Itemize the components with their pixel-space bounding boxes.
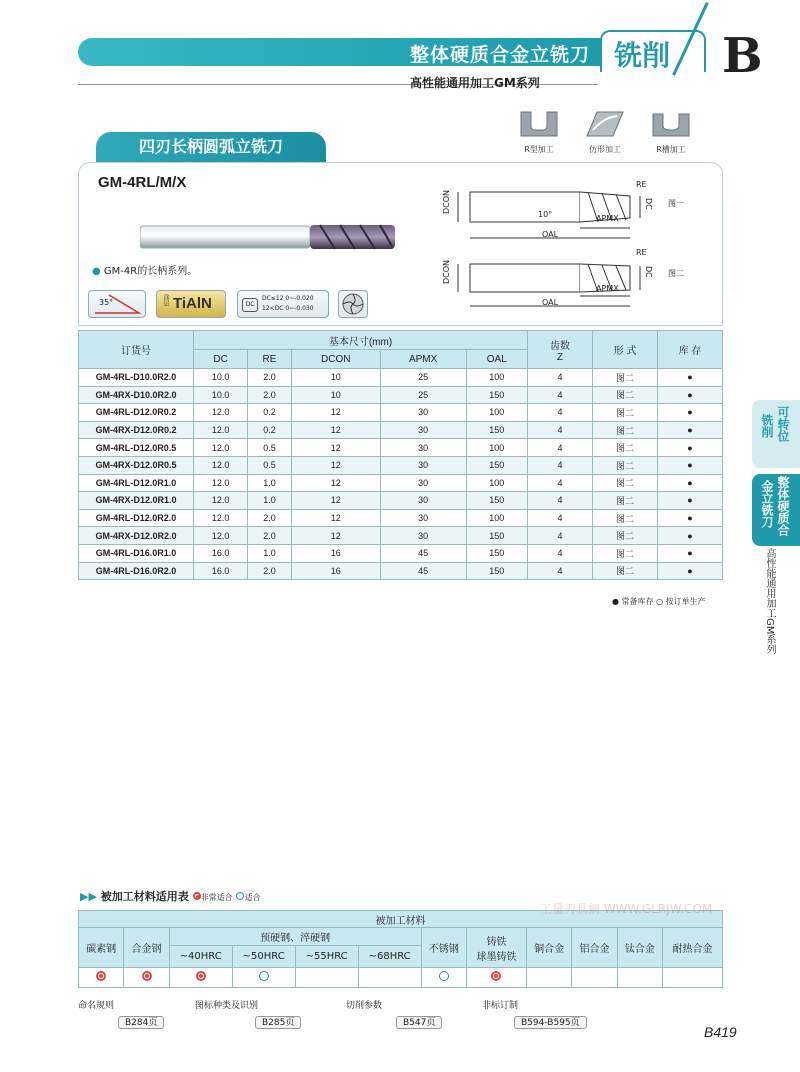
cell-oal: 150 [466,421,527,439]
material-table [78,910,723,988]
watermark: 工量刃具網 WWW.GLRJW.COM [540,902,713,916]
cell-apmx: 45 [380,562,466,580]
fig2-apmx: APMX [596,284,619,293]
cell-form: 图二 [593,509,658,527]
process-label: R型加工 [524,145,554,154]
material-col: ~40HRC [169,946,232,968]
tolerance-line2: 12<DC 0~-0.030 [262,305,314,312]
material-mark [358,968,421,988]
coating-name: TiAlN [173,295,212,312]
cell-oal: 100 [466,404,527,422]
cell-code: GM-4RL-D16.0R1.0 [79,544,194,562]
fig2-oal: OAL [542,298,559,307]
material-mark [526,968,571,988]
cell-code: GM-4RX-D12.0R2.0 [79,527,194,545]
double-circle-icon [491,971,501,981]
side-tab-indexable[interactable] [752,400,800,468]
material-col: 合金钢 [124,928,169,968]
cell-dc: 10.0 [194,386,248,404]
cell-form: 图二 [593,474,658,492]
table-row [79,562,723,580]
col-oal: OAL [466,350,527,369]
cell-code: GM-4RX-D12.0R0.2 [79,421,194,439]
col-re: RE [248,350,292,369]
cell-apmx: 30 [380,474,466,492]
side-tab2-b: 整体硬质合 [776,476,790,536]
material-mark [79,968,124,988]
cell-apmx: 30 [380,421,466,439]
profile-machining-icon [583,108,627,138]
cell-re: 2.0 [248,527,292,545]
circle-icon [439,971,449,981]
process-label: R槽加工 [656,145,686,154]
table-row [79,544,723,562]
cell-dcon: 10 [291,369,380,387]
cell-oal: 150 [466,386,527,404]
material-col: ~55HRC [295,946,358,968]
cell-code: GM-4RX-D12.0R0.5 [79,456,194,474]
material-mark [617,968,662,988]
header-subtitle: 高性能通用加工GM系列 [410,76,540,90]
cell-stock: ● [658,386,723,404]
cell-dcon: 12 [291,527,380,545]
cell-form: 图二 [593,456,658,474]
fig2-re: RE [636,248,647,257]
cell-stock: ● [658,509,723,527]
teeth-z: Z [556,351,564,363]
cell-form: 图二 [593,492,658,510]
cell-code: GM-4RX-D10.0R2.0 [79,386,194,404]
cell-apmx: 30 [380,509,466,527]
material-mark [169,968,232,988]
fig1-angle: 10° [538,210,553,219]
bullet-icon: ● [92,266,101,277]
col-apmx: APMX [380,350,466,369]
material-title [80,888,260,904]
cell-re: 0.2 [248,404,292,422]
table-row [79,492,723,510]
cell-dcon: 16 [291,562,380,580]
col-dcon: DCON [291,350,380,369]
legend-excellent [193,893,233,902]
table-row [79,509,723,527]
cell-oal: 100 [466,474,527,492]
fig2-name: 图二 [668,269,684,278]
cell-stock: ● [658,456,723,474]
material-mark [572,968,617,988]
material-mark [232,968,295,988]
table-row [79,421,723,439]
ref-label: 切削参数 [346,1001,383,1011]
cell-z: 4 [528,509,593,527]
ref-page-link[interactable]: B594-B595页 [514,1016,587,1029]
cell-re: 1.0 [248,492,292,510]
material-col: 铸铁 球墨铸铁 [466,928,526,968]
r-type-machining-icon [517,108,561,138]
legend-ok-text: 适合 [244,893,261,902]
cell-re: 1.0 [248,544,292,562]
cell-apmx: 30 [380,527,466,545]
tolerance-badge [237,290,329,318]
material-col: ~68HRC [358,946,421,968]
cell-stock: ● [658,439,723,457]
legend-ok [236,893,260,902]
play-arrow-icon: ▶▶ [80,890,97,903]
ref-page-link[interactable]: B284页 [118,1016,164,1029]
ref-label: 命名规则 [78,1001,115,1011]
table-row [79,369,723,387]
stock-legend: ● 常备库存 ○ 按订单生产 [612,597,706,606]
material-title-text: 被加工材料适用表 [100,890,189,903]
product-title: 四刃长柄圆弧立铣刀 [96,132,326,162]
side-tab1-a: 铣削 [760,414,774,438]
cell-re: 1.0 [248,474,292,492]
cell-dc: 12.0 [194,474,248,492]
cell-re: 0.5 [248,456,292,474]
fig1-oal: OAL [542,230,559,239]
col-stock: 库 存 [658,331,723,369]
cell-form: 图二 [593,527,658,545]
process-r-slot [646,108,696,155]
cell-dc: 12.0 [194,492,248,510]
cell-form: 图二 [593,562,658,580]
cell-dc: 12.0 [194,421,248,439]
cell-apmx: 30 [380,439,466,457]
page-number: B419 [704,1024,737,1040]
cell-apmx: 25 [380,369,466,387]
cell-apmx: 30 [380,456,466,474]
cell-dc: 16.0 [194,544,248,562]
cell-dc: 10.0 [194,369,248,387]
material-col: 耐热合金 [662,928,722,968]
cell-form: 图二 [593,544,658,562]
cell-oal: 100 [466,439,527,457]
cell-apmx: 25 [380,386,466,404]
cell-dc: 16.0 [194,562,248,580]
cell-z: 4 [528,544,593,562]
material-col: 铝合金 [572,928,617,968]
cell-dc: 12.0 [194,527,248,545]
cell-z: 4 [528,421,593,439]
cell-code: GM-4RL-D12.0R2.0 [79,509,194,527]
circle-icon [259,971,269,981]
helix-angle-value: 35° [99,298,114,307]
table-row [79,404,723,422]
cell-oal: 150 [466,562,527,580]
cell-stock: ● [658,404,723,422]
material-col: 碳素钢 [79,928,124,968]
helix-angle-icon [89,291,145,317]
cell-code: GM-4RL-D12.0R0.2 [79,404,194,422]
process-r-type [514,108,564,155]
cell-dcon: 12 [291,492,380,510]
ref-label: 非标订制 [482,1001,519,1011]
material-mark [295,968,358,988]
cell-z: 4 [528,456,593,474]
product-model: GM-4RL/M/X [98,174,187,191]
cell-code: GM-4RL-D16.0R2.0 [79,562,194,580]
cell-form: 图二 [593,404,658,422]
cell-oal: 100 [466,369,527,387]
ref-page-link[interactable]: B547页 [396,1016,442,1029]
section-letter: B [722,28,763,84]
cell-re: 0.2 [248,421,292,439]
double-circle-icon [142,971,152,981]
cell-re: 2.0 [248,562,292,580]
cell-form: 图二 [593,439,658,457]
process-profile [580,108,630,155]
cell-form: 图二 [593,421,658,439]
cell-re: 0.5 [248,439,292,457]
material-col: ~50HRC [232,946,295,968]
cell-re: 2.0 [248,369,292,387]
cell-re: 2.0 [248,386,292,404]
double-circle-icon [96,971,106,981]
table-row [79,439,723,457]
material-col: 铜合金 [526,928,571,968]
cell-z: 4 [528,474,593,492]
ref-page-link[interactable]: B285页 [255,1016,301,1029]
cell-oal: 150 [466,544,527,562]
cell-stock: ● [658,562,723,580]
cell-z: 4 [528,527,593,545]
material-col: 不锈钢 [421,928,466,968]
header-title: 整体硬质合金立铣刀 [409,44,590,66]
cell-apmx: 30 [380,492,466,510]
cell-dcon: 12 [291,439,380,457]
fig2-dcon: DCON [442,260,451,285]
col-teeth [528,331,593,369]
r-slot-machining-icon [649,108,693,138]
material-col: 钛合金 [617,928,662,968]
table-row [79,474,723,492]
cell-z: 4 [528,439,593,457]
cell-dcon: 12 [291,509,380,527]
material-mark [421,968,466,988]
cell-re: 2.0 [248,509,292,527]
material-mark [662,968,722,988]
cell-stock: ● [658,369,723,387]
cell-z: 4 [528,369,593,387]
cell-code: GM-4RL-D12.0R1.0 [79,474,194,492]
cell-z: 4 [528,562,593,580]
material-group-header: 被加工材料 [79,911,723,928]
side-tab1-b: 可转位 [776,406,790,442]
fig1-name: 图一 [668,199,684,208]
side-tab-solid-carbide[interactable] [752,474,800,546]
cell-stock: ● [658,527,723,545]
cell-dc: 12.0 [194,439,248,457]
cell-oal: 150 [466,456,527,474]
material-mark [124,968,169,988]
cell-dcon: 16 [291,544,380,562]
material-mark [466,968,526,988]
cell-oal: 150 [466,492,527,510]
cell-z: 4 [528,404,593,422]
side-series-label: 高性能通用加工GM系列 [764,548,775,655]
cell-dc: 12.0 [194,404,248,422]
hardened-header: 预硬钢、淬硬钢 [169,928,421,946]
cell-form: 图二 [593,369,658,387]
cell-dcon: 12 [291,421,380,439]
cell-z: 4 [528,386,593,404]
cell-code: GM-4RL-D12.0R0.5 [79,439,194,457]
double-circle-icon [193,892,201,900]
end-mill-image [140,218,400,258]
description-text: GM-4R的长柄系列。 [103,266,198,277]
cell-form: 图二 [593,386,658,404]
table-row [79,456,723,474]
fig1-re: RE [636,180,647,189]
tolerance-line1: DC≤12 0~-0.020 [262,295,314,302]
cell-code: GM-4RL-D10.0R2.0 [79,369,194,387]
col-basic: 基本尺寸(mm) [194,331,528,350]
cell-dcon: 12 [291,456,380,474]
cell-dcon: 12 [291,474,380,492]
col-dc: DC [194,350,248,369]
fig2-dc: DC [644,266,653,278]
cell-code: GM-4RX-D12.0R1.0 [79,492,194,510]
fig1-dc: DC [644,198,653,210]
double-circle-icon [196,971,206,981]
product-table [78,330,723,580]
table-row [79,386,723,404]
cell-z: 4 [528,492,593,510]
fig1-dcon: DCON [442,190,451,215]
side-tab2-a: 金立铣刀 [760,480,774,528]
cell-stock: ● [658,492,723,510]
header-tab[interactable]: 铣削 [614,39,671,72]
cell-dc: 12.0 [194,456,248,474]
cell-stock: ● [658,474,723,492]
coating-badge [156,290,226,318]
helix-angle-badge [88,290,146,318]
cell-stock: ● [658,421,723,439]
dc-icon: DC [242,298,258,312]
legend-excellent-text: 非常适合 [200,893,233,902]
cell-dcon: 12 [291,404,380,422]
col-form: 形 式 [593,331,658,369]
cell-stock: ● [658,544,723,562]
product-description [92,262,197,277]
cell-apmx: 45 [380,544,466,562]
fig1-apmx: APMX [596,214,619,223]
coating-prefix: 涂层 [162,294,169,306]
cell-apmx: 30 [380,404,466,422]
flute-count-badge [338,290,368,318]
cell-dcon: 10 [291,386,380,404]
cell-dc: 12.0 [194,509,248,527]
cell-oal: 100 [466,509,527,527]
ref-label: 图标种类及识别 [195,1001,259,1011]
four-flute-icon [339,291,367,317]
cell-oal: 150 [466,527,527,545]
table-row [79,527,723,545]
teeth-label: 齿数 [550,340,570,352]
process-label: 仿形加工 [589,145,621,154]
col-code: 订货号 [79,331,194,369]
